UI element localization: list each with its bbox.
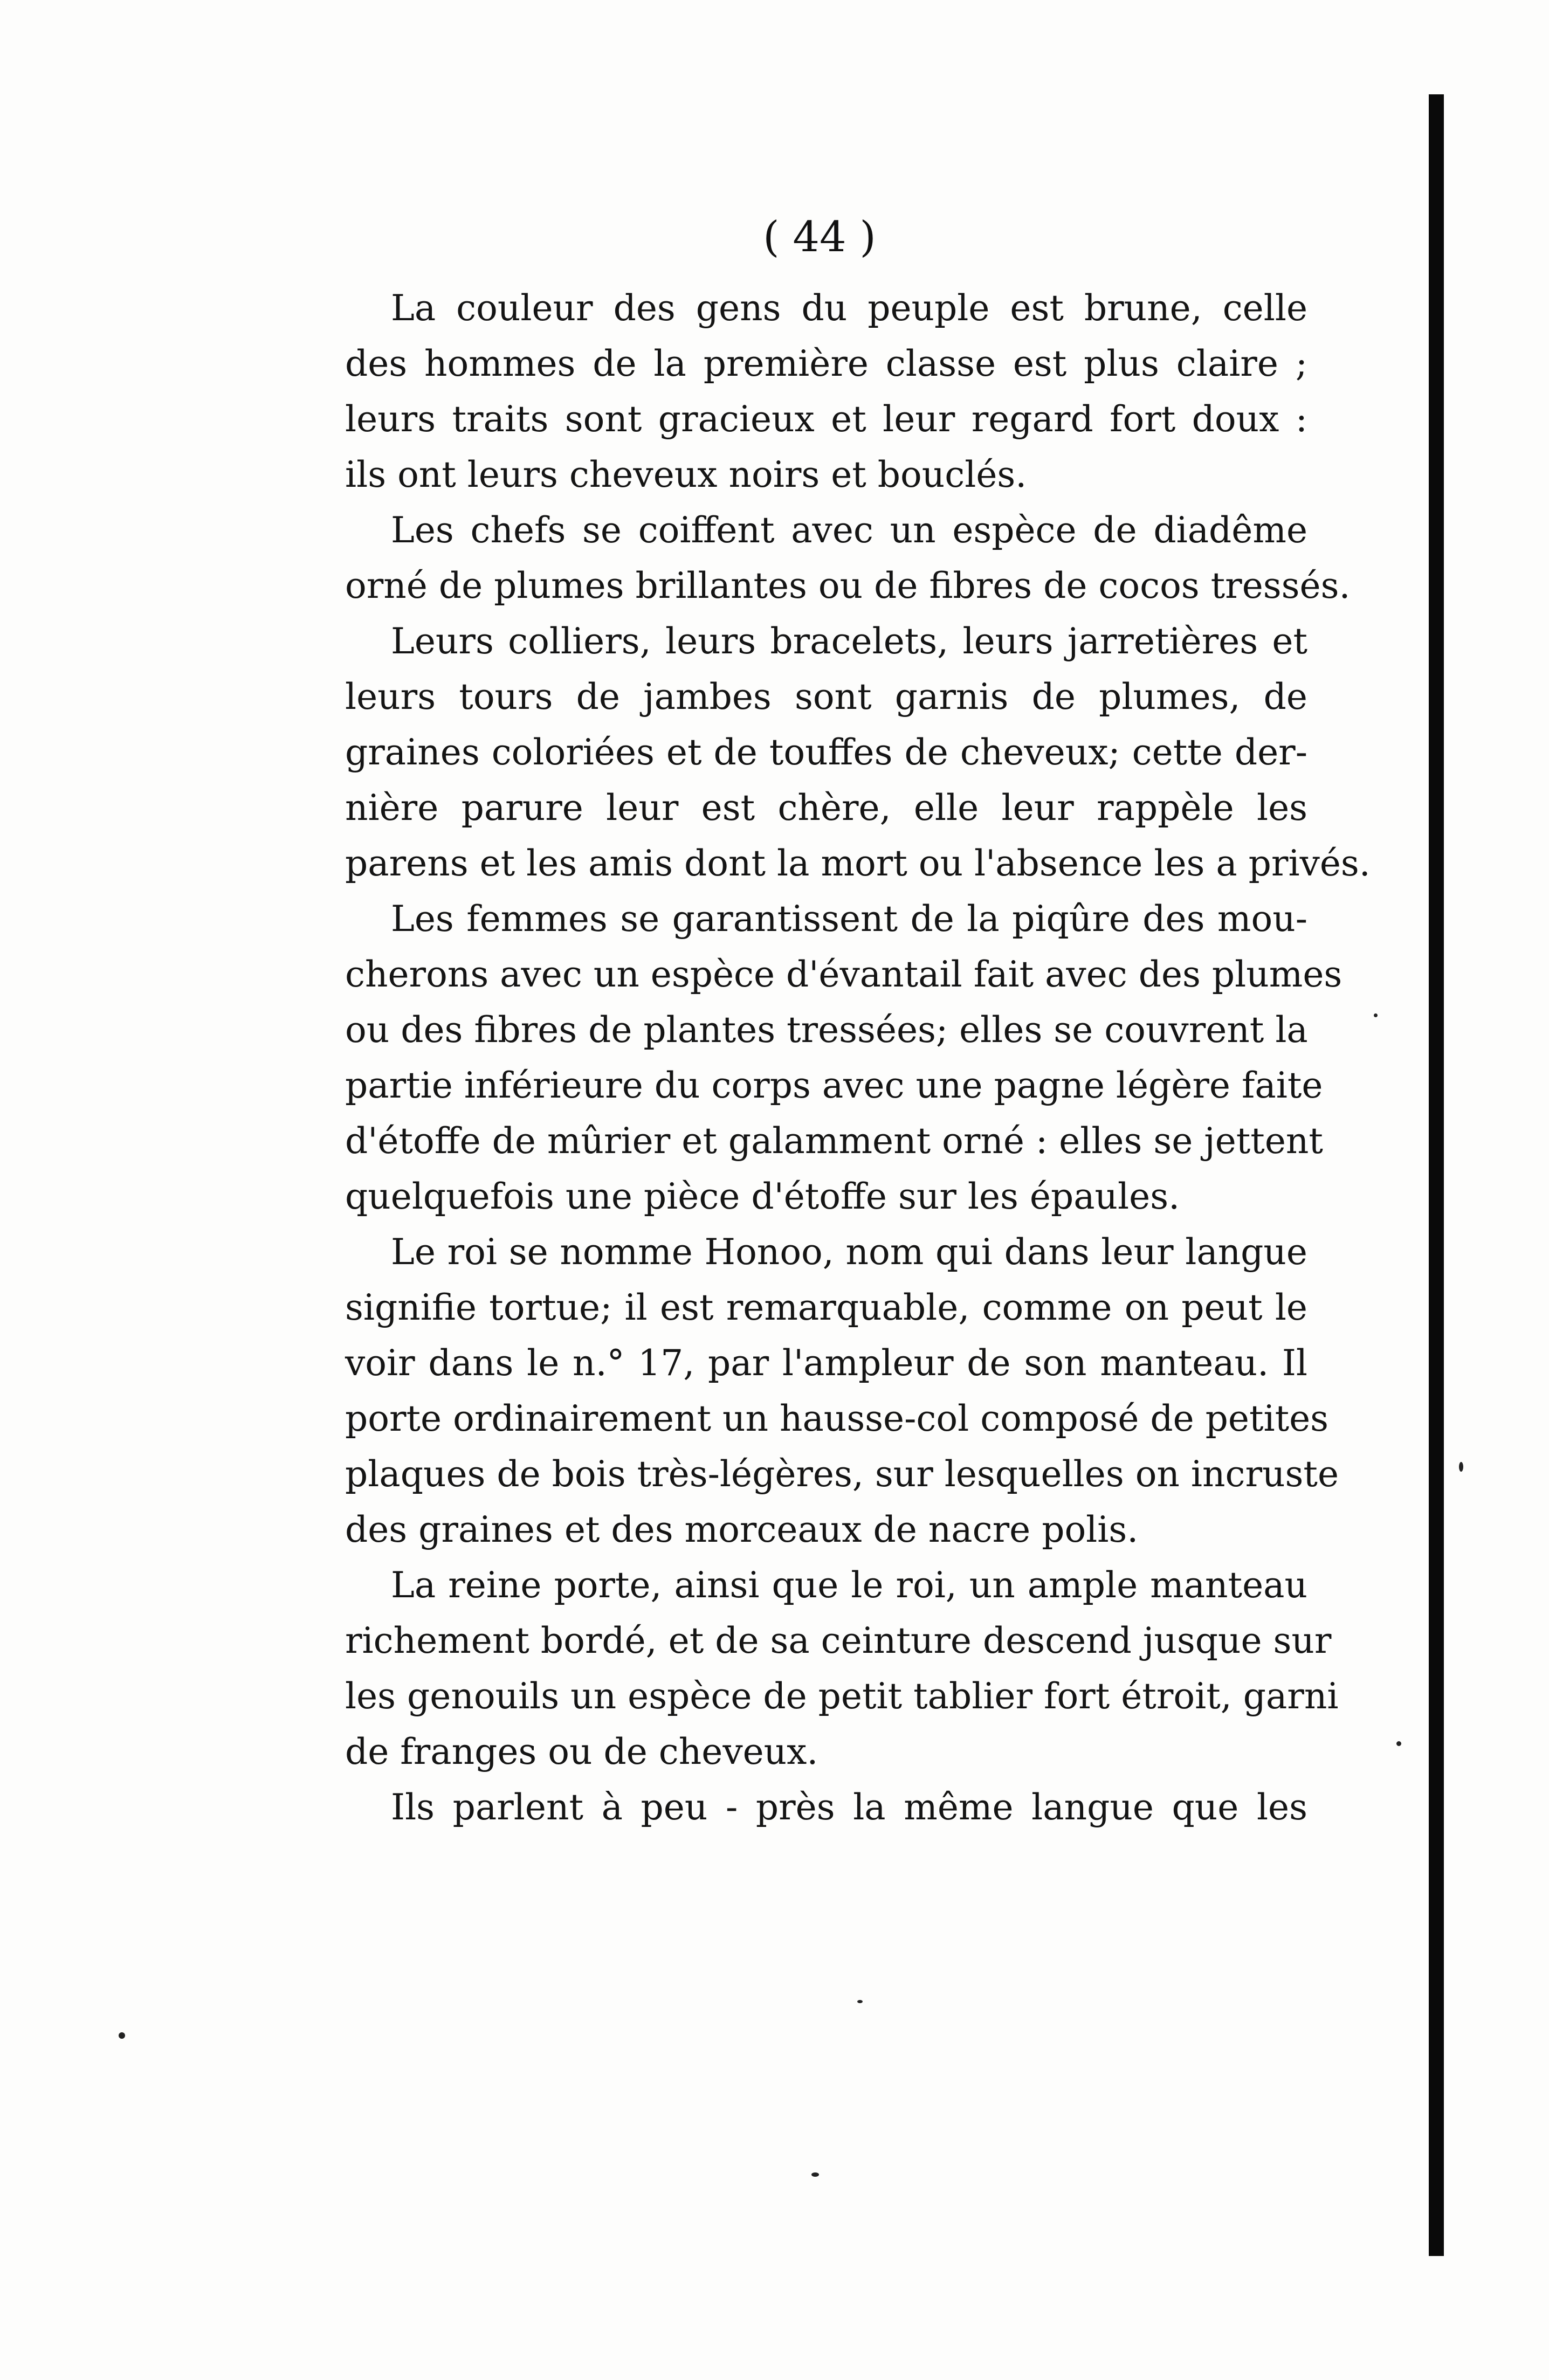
text-line: Les femmes se garantissent de la piqûre des mou- [391,898,1307,940]
scan-speck [119,2032,125,2039]
text-line: La reine porte, ainsi que le roi, un ample manteau [391,1564,1307,1606]
scan-speck [1459,1462,1463,1472]
text-line: quelquefois une pièce d'étoffe sur les épaules. [345,1176,1180,1217]
text-line: La couleur des gens du peuple est brune, celle [391,287,1307,329]
scan-speck [857,2000,863,2003]
text-line: plaques de bois très-légères, sur lesquelles on incruste [345,1453,1339,1495]
text-line: Le roi se nomme Honoo, nom qui dans leur langue [391,1231,1307,1273]
text-line: des graines et des morceaux de nacre polis. [345,1509,1139,1550]
scan-speck [811,2172,819,2177]
text-line: orné de plumes brillantes ou de fibres de cocos tressés. [345,565,1351,606]
scan-speck [1374,1013,1378,1017]
body-text [345,280,1371,1835]
text-line: Ils parlent à peu - près la même langue que les [391,1786,1307,1828]
text-line: nière parure leur est chère, elle leur rappèle les [345,787,1307,829]
text-line: Les chefs se coiffent avec un espèce de diadême [391,509,1307,551]
text-line: d'étoffe de mûrier et galamment orné : elles se jettent [345,1120,1323,1162]
text-line: ou des fibres de plantes tressées; elles se couvrent la [345,1009,1308,1051]
text-line: partie inférieure du corps avec une pagne légère faite [345,1065,1323,1106]
text-line: voir dans le n.° 17, par l'ampleur de son manteau. Il [345,1342,1307,1384]
page-number: ( 44 ) [763,213,876,261]
text-line: cherons avec un espèce d'évantail fait avec des plumes [345,954,1343,995]
text-line: de franges ou de cheveux. [345,1731,818,1772]
text-line: richement bordé, et de sa ceinture descend jusque sur [345,1620,1332,1661]
text-line: les genouils un espèce de petit tablier fort étroit, garni [345,1675,1339,1717]
text-line: signifie tortue; il est remarquable, comme on peut le [345,1287,1307,1328]
text-line: Leurs colliers, leurs bracelets, leurs jarretières et [391,620,1307,662]
scan-speck [1396,1741,1401,1746]
text-line: leurs tours de jambes sont garnis de plumes, de [345,676,1307,718]
text-line: graines coloriées et de touffes de cheveux; cette der- [345,732,1307,773]
text-line: parens et les amis dont la mort ou l'absence les a privés. [345,843,1371,884]
text-line: leurs traits sont gracieux et leur regard fort doux : [345,398,1307,440]
text-line: ils ont leurs cheveux noirs et bouclés. [345,454,1027,495]
scan-edge-shadow [1429,94,1444,2256]
text-line: porte ordinairement un hausse-col composé de petites [345,1398,1329,1439]
text-line: des hommes de la première classe est plus claire ; [345,343,1307,384]
